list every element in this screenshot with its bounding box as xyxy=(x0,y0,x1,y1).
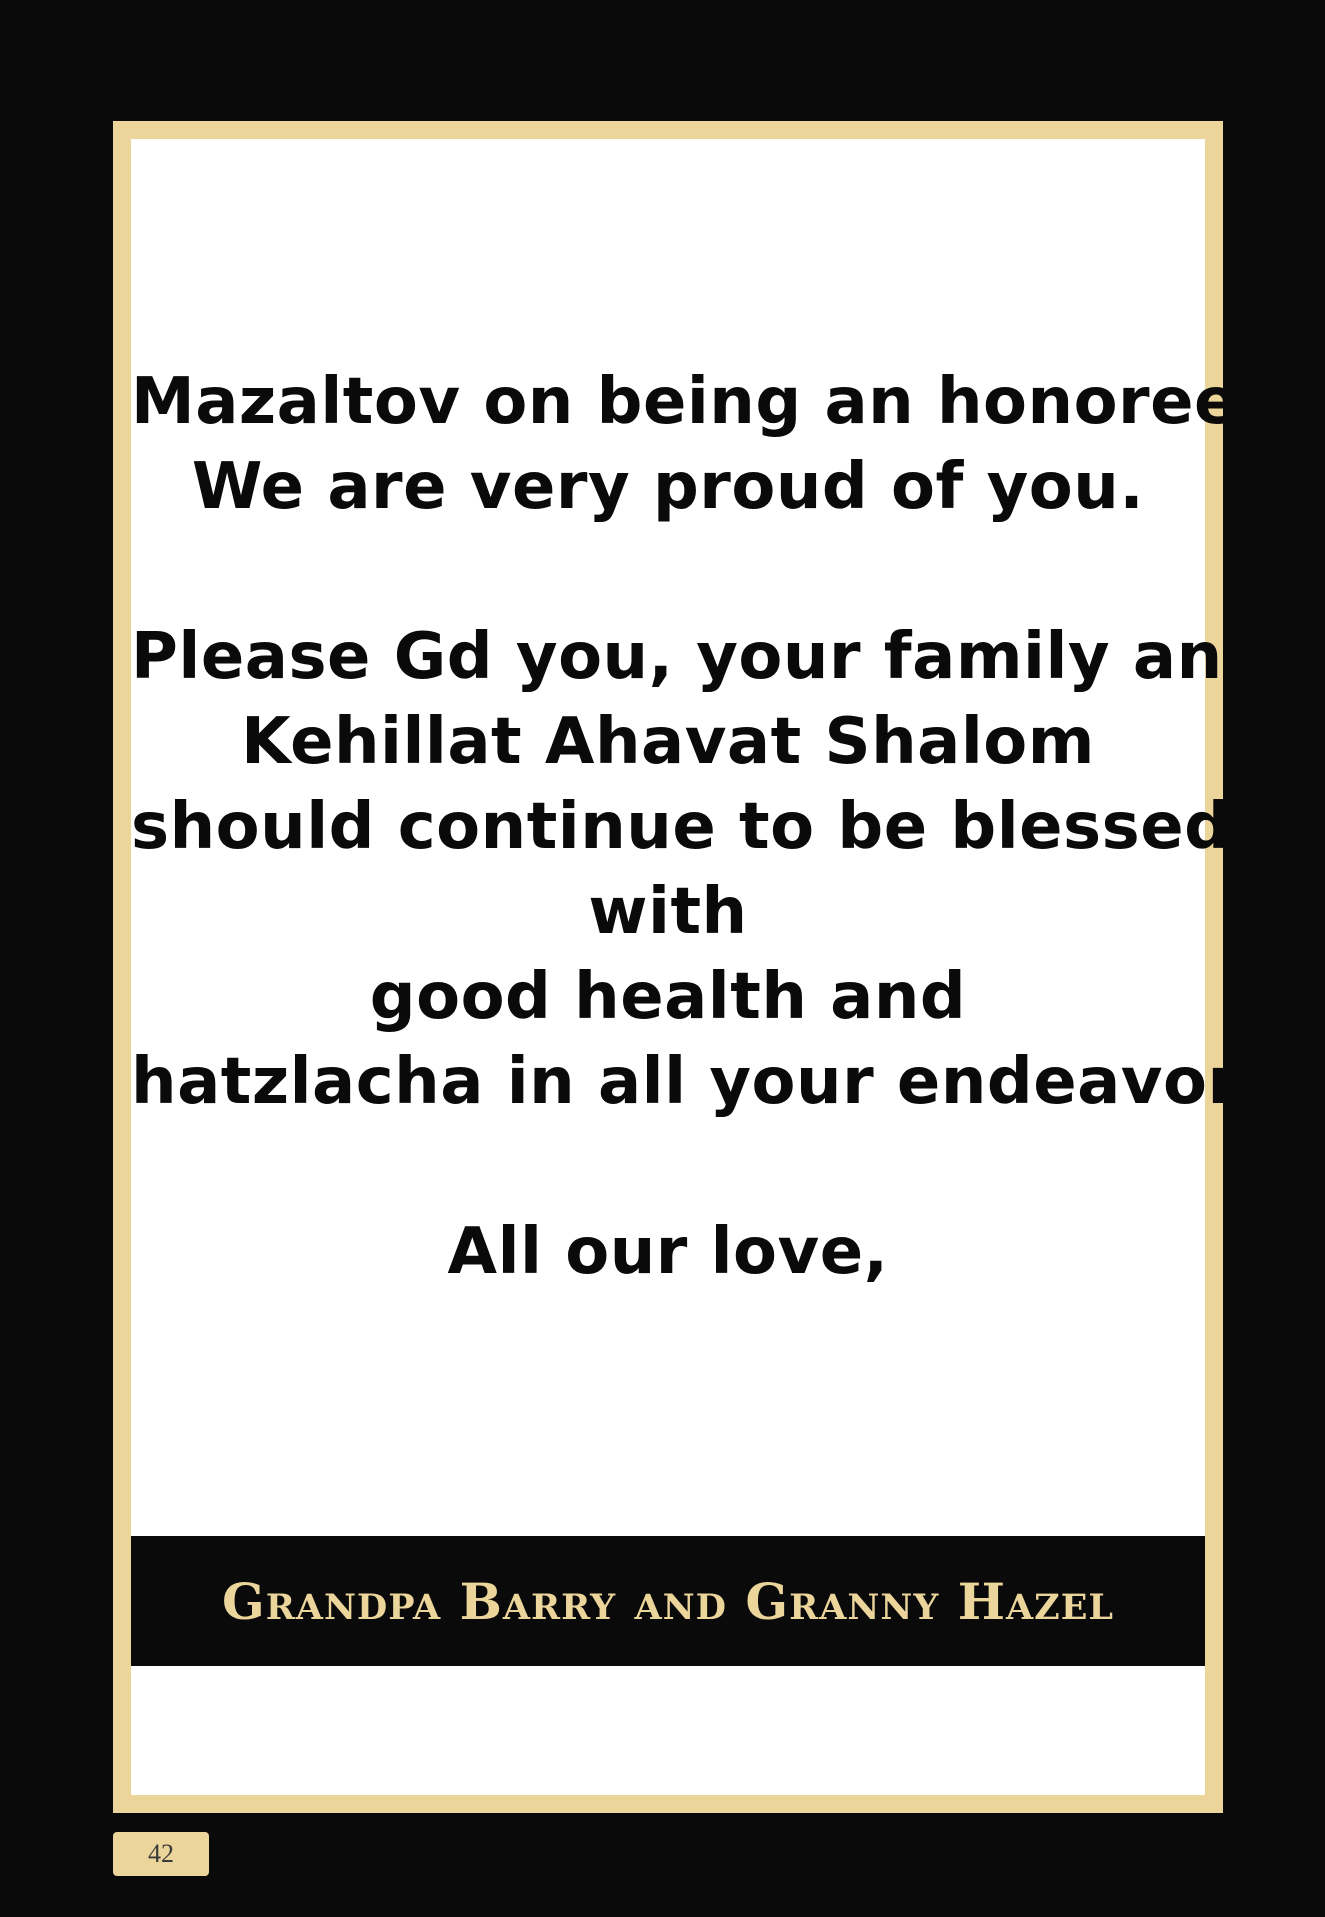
message-spacer xyxy=(131,530,1205,615)
message-line-7: good health and xyxy=(369,960,967,1034)
page-number: 42 xyxy=(113,1832,209,1876)
message-line-6: with xyxy=(588,875,748,949)
message-line-4: Kehillat Ahavat Shalom xyxy=(241,705,1095,779)
message-line-1: Mazaltov on being an honoree. xyxy=(131,365,1263,439)
message-spacer xyxy=(131,1125,1205,1210)
message-closing: All our love, xyxy=(447,1215,889,1289)
message-line-3: Please Gd you, your family and xyxy=(131,620,1269,694)
message-line-2: We are very proud of you. xyxy=(191,450,1145,524)
tribute-message xyxy=(131,360,1303,1295)
signature-names: Grandpa Barry and Granny Hazel xyxy=(222,1571,1114,1631)
message-line-5: should continue to be blessed xyxy=(131,790,1231,864)
signature-bar xyxy=(131,1536,1205,1666)
message-line-8: hatzlacha in all your endeavors. xyxy=(131,1045,1303,1119)
